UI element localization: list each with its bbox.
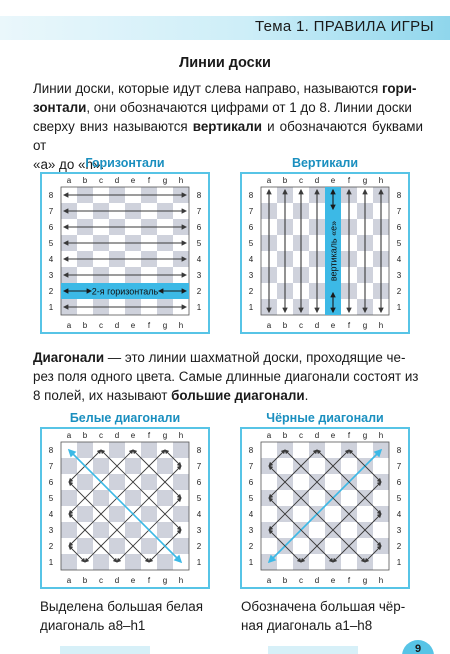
rank-label-left: 8: [48, 191, 54, 200]
board-square: [341, 490, 357, 506]
rank-label-left: 3: [48, 271, 54, 280]
rank-label-left: 7: [48, 207, 54, 216]
section-title: Линии доски: [179, 55, 271, 71]
board-square: [341, 522, 357, 538]
rank-label-left: 3: [248, 271, 254, 280]
board-square: [293, 506, 309, 522]
file-label-bottom: c: [99, 321, 103, 330]
board-square: [277, 458, 293, 474]
file-label-bottom: f: [347, 576, 351, 585]
file-label-bottom: h: [178, 576, 184, 585]
board-square: [261, 538, 277, 554]
board-square: [173, 538, 189, 554]
rank-label-left: 8: [248, 446, 254, 455]
rank-label-right: 1: [396, 558, 402, 567]
intro-line-3: сверху вниз называются вертикали и обозначаются буквами от: [33, 119, 423, 153]
board-square: [109, 442, 125, 458]
file-label-top: d: [114, 431, 120, 440]
file-label-top: h: [178, 431, 184, 440]
rank-label-left: 4: [48, 510, 54, 519]
board-square: [293, 538, 309, 554]
file-label-top: f: [147, 176, 151, 185]
diagonals-line-3: 8 полей, их называют большие диагонали.: [33, 388, 309, 403]
board-square: [277, 490, 293, 506]
rank-label-right: 5: [396, 239, 402, 248]
board-square: [357, 506, 373, 522]
board-square: [173, 506, 189, 522]
board-square: [109, 538, 125, 554]
file-label-top: g: [362, 431, 368, 440]
board-square: [141, 538, 157, 554]
rank-label-right: 1: [196, 303, 202, 312]
file-label-bottom: e: [330, 576, 336, 585]
file-label-top: a: [66, 431, 72, 440]
board-square: [61, 554, 77, 570]
file-label-top: f: [147, 431, 151, 440]
file-label-bottom: d: [114, 576, 120, 585]
board-square: [325, 442, 341, 458]
rank-label-left: 5: [48, 239, 54, 248]
rank-label-left: 2: [48, 287, 54, 296]
file-label-top: e: [330, 431, 336, 440]
board-square: [109, 506, 125, 522]
caption-horizontals: Горизонтали: [85, 156, 165, 170]
file-label-top: d: [114, 176, 120, 185]
board-square: [373, 458, 389, 474]
board-square: [125, 554, 141, 570]
board-square: [93, 522, 109, 538]
file-label-top: e: [330, 176, 336, 185]
file-label-bottom: e: [330, 321, 336, 330]
footer-band-left: [60, 646, 150, 654]
rank-label-left: 1: [248, 303, 254, 312]
file-label-bottom: c: [99, 576, 103, 585]
caption-white-diagonals: Белые диагонали: [69, 411, 181, 425]
board-square: [357, 442, 373, 458]
file-label-bottom: h: [378, 321, 384, 330]
rank-label-right: 4: [396, 255, 402, 264]
file-label-top: b: [82, 431, 88, 440]
rank-label-right: 2: [396, 287, 402, 296]
rank-label-left: 4: [48, 255, 54, 264]
diagonals-line-1: Диагонали — это линии шахматной доски, проходящие че-: [33, 350, 406, 365]
file-label-bottom: f: [147, 576, 151, 585]
file-label-bottom: a: [266, 321, 272, 330]
rank-label-right: 2: [196, 542, 202, 551]
board-square: [125, 458, 141, 474]
rank-label-right: 6: [196, 223, 202, 232]
board-square: [141, 442, 157, 458]
file-label-bottom: d: [314, 576, 320, 585]
board-square: [157, 490, 173, 506]
board-square: [309, 490, 325, 506]
file-label-top: d: [314, 176, 320, 185]
board-square: [309, 458, 325, 474]
board-square: [157, 458, 173, 474]
file-label-top: a: [266, 431, 272, 440]
black-diagonals-board: [240, 427, 410, 589]
board-square: [125, 522, 141, 538]
diagonals-line-2: рез поля одного цвета. Самые длинные диагонали состоят из: [33, 369, 419, 384]
file-label-top: c: [299, 431, 303, 440]
caption-black-diagonals: Чёрные диагонали: [266, 411, 384, 425]
board-square: [277, 522, 293, 538]
board-square: [93, 458, 109, 474]
file-label-bottom: g: [162, 321, 168, 330]
rank-label-left: 3: [48, 526, 54, 535]
board-square: [141, 506, 157, 522]
file-label-bottom: b: [282, 576, 288, 585]
page-number: 9: [414, 643, 422, 654]
file-label-top: c: [99, 431, 103, 440]
rank-label-right: 3: [396, 271, 402, 280]
board-square: [77, 506, 93, 522]
file-label-top: b: [282, 431, 288, 440]
board-square: [373, 522, 389, 538]
rank-label-right: 7: [196, 207, 202, 216]
file-label-top: h: [378, 431, 384, 440]
rank-label-right: 4: [196, 255, 202, 264]
rank-label-left: 6: [248, 223, 254, 232]
rank-label-left: 6: [248, 478, 254, 487]
board-square: [173, 442, 189, 458]
rank-label-left: 1: [48, 558, 54, 567]
rank-label-left: 2: [248, 542, 254, 551]
note-right-line-1: Обозначена большая чёр-: [241, 599, 406, 614]
caption-white-diagonal-note: [40, 597, 203, 635]
rank-label-right: 8: [396, 446, 402, 455]
rank-label-left: 1: [48, 303, 54, 312]
rank-label-left: 2: [248, 287, 254, 296]
board-square: [341, 554, 357, 570]
board-square: [125, 490, 141, 506]
file-label-top: c: [299, 176, 303, 185]
rank-label-right: 7: [396, 462, 402, 471]
board-square: [293, 442, 309, 458]
file-label-bottom: f: [347, 321, 351, 330]
rank-label-right: 1: [196, 558, 202, 567]
white-diagonals-board: [40, 427, 210, 589]
rank-label-left: 5: [248, 239, 254, 248]
file-label-top: f: [347, 176, 351, 185]
caption-verticals: Вертикали: [291, 156, 359, 170]
file-label-bottom: a: [66, 576, 72, 585]
file-label-bottom: b: [82, 321, 88, 330]
rank-label-right: 2: [396, 542, 402, 551]
intro-line-1: Линии доски, которые идут слева направо, называются гори-: [33, 81, 417, 96]
board-square: [341, 458, 357, 474]
file-label-bottom: f: [147, 321, 151, 330]
file-label-top: h: [178, 176, 184, 185]
board-square: [277, 554, 293, 570]
rank-label-right: 2: [196, 287, 202, 296]
rank-label-left: 6: [48, 478, 54, 487]
rank-label-left: 1: [248, 558, 254, 567]
file-label-bottom: e: [130, 321, 136, 330]
rank-label-right: 4: [396, 510, 402, 519]
board-square: [261, 442, 277, 458]
board-square: [61, 458, 77, 474]
rank-label-left: 5: [248, 494, 254, 503]
note-left-line-1: Выделена большая белая: [40, 599, 204, 614]
board-square: [373, 554, 389, 570]
board-square: [77, 538, 93, 554]
intro-line-4: «a» до «h».: [33, 157, 105, 172]
rank-label-right: 8: [196, 446, 202, 455]
file-label-bottom: g: [362, 321, 368, 330]
board-square: [357, 538, 373, 554]
verticals-board: [240, 172, 410, 334]
rank-label-left: 3: [248, 526, 254, 535]
file-label-top: e: [130, 431, 136, 440]
file-label-bottom: a: [66, 321, 72, 330]
rank-label-left: 2: [48, 542, 54, 551]
board-square: [61, 490, 77, 506]
board-square: [77, 442, 93, 458]
horizontals-board: [40, 172, 210, 334]
board-square: [261, 506, 277, 522]
rank-label-left: 7: [248, 462, 254, 471]
rank-label-right: 8: [196, 191, 202, 200]
board-square: [141, 474, 157, 490]
rank-2-label: 2-я горизонталь: [91, 286, 159, 297]
file-label-bottom: g: [362, 576, 368, 585]
file-label-top: e: [130, 176, 136, 185]
rank-label-right: 3: [196, 526, 202, 535]
file-label-top: d: [314, 431, 320, 440]
file-label-bottom: b: [282, 321, 288, 330]
file-label-bottom: a: [266, 576, 272, 585]
board-square: [157, 554, 173, 570]
file-label-top: a: [66, 176, 72, 185]
board-square: [61, 522, 77, 538]
rank-label-right: 7: [196, 462, 202, 471]
rank-label-left: 5: [48, 494, 54, 503]
rank-label-right: 7: [396, 207, 402, 216]
rank-label-right: 6: [396, 478, 402, 487]
board-square: [325, 506, 341, 522]
page-footer: [0, 640, 450, 654]
board-square: [157, 522, 173, 538]
file-label-bottom: h: [378, 576, 384, 585]
board-square: [173, 474, 189, 490]
rank-label-right: 5: [196, 494, 202, 503]
board-square: [309, 522, 325, 538]
rank-label-left: 8: [48, 446, 54, 455]
chapter-header: [0, 12, 450, 46]
file-label-top: b: [282, 176, 288, 185]
file-label-top: g: [362, 176, 368, 185]
rank-label-right: 6: [396, 223, 402, 232]
rank-label-right: 5: [196, 239, 202, 248]
rank-label-right: 6: [196, 478, 202, 487]
rank-label-left: 7: [48, 462, 54, 471]
file-label-top: h: [378, 176, 384, 185]
file-label-top: b: [82, 176, 88, 185]
caption-black-diagonal-note: [241, 597, 405, 635]
file-label-top: a: [266, 176, 272, 185]
rank-label-right: 1: [396, 303, 402, 312]
file-label-top: g: [162, 176, 168, 185]
board-square: [93, 490, 109, 506]
board-square: [325, 538, 341, 554]
file-label-bottom: g: [162, 576, 168, 585]
rank-label-right: 4: [196, 510, 202, 519]
board-square: [261, 474, 277, 490]
chapter-title: Тема 1. ПРАВИЛА ИГРЫ: [255, 18, 434, 35]
file-label-bottom: e: [130, 576, 136, 585]
rank-label-right: 8: [396, 191, 402, 200]
note-right-line-2: ная диагональ a1–h8: [241, 618, 373, 633]
rank-label-left: 8: [248, 191, 254, 200]
file-label-top: g: [162, 431, 168, 440]
footer-band-right: [268, 646, 358, 654]
board-square: [77, 474, 93, 490]
rank-label-left: 4: [248, 255, 254, 264]
file-label-top: c: [99, 176, 103, 185]
board-square: [93, 554, 109, 570]
rank-label-right: 5: [396, 494, 402, 503]
file-e-label: вертикаль «е»: [328, 220, 339, 282]
diagonals-paragraph: [33, 348, 423, 405]
note-left-line-2: диагональ a8–h1: [40, 618, 146, 633]
board-square: [373, 490, 389, 506]
file-label-bottom: h: [178, 321, 184, 330]
file-label-bottom: d: [314, 321, 320, 330]
file-label-bottom: c: [299, 576, 303, 585]
rank-label-left: 6: [48, 223, 54, 232]
board-square: [325, 474, 341, 490]
intro-line-2: зонтали, они обозначаются цифрами от 1 до 8. Линии доски: [33, 100, 412, 115]
board-square: [109, 474, 125, 490]
file-label-bottom: d: [114, 321, 120, 330]
file-label-bottom: c: [299, 321, 303, 330]
file-label-bottom: b: [82, 576, 88, 585]
board-square: [293, 474, 309, 490]
file-label-top: f: [347, 431, 351, 440]
rank-label-left: 4: [248, 510, 254, 519]
rank-label-right: 3: [396, 526, 402, 535]
rank-label-left: 7: [248, 207, 254, 216]
rank-label-right: 3: [196, 271, 202, 280]
board-square: [309, 554, 325, 570]
board-square: [357, 474, 373, 490]
